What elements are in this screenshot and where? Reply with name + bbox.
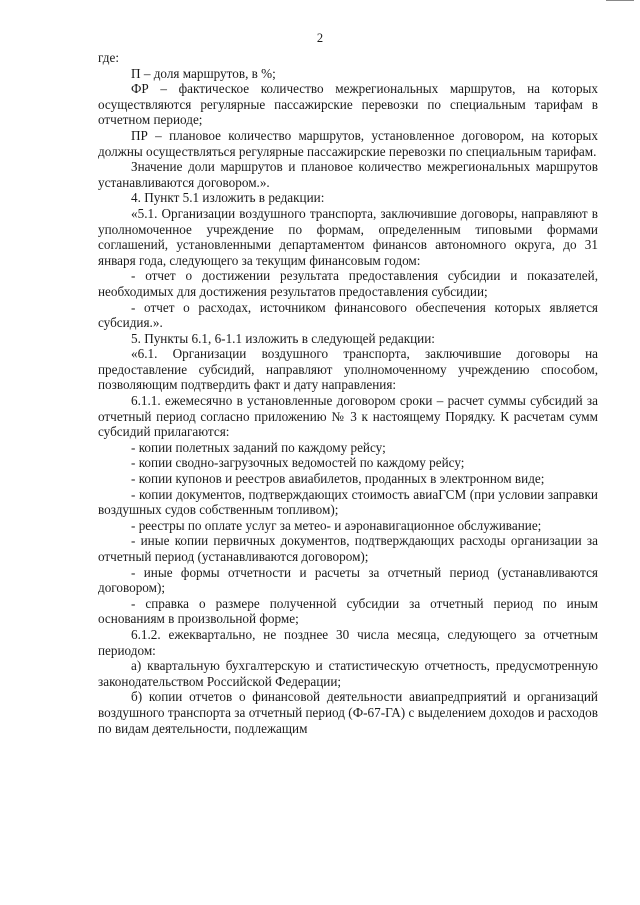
paragraph: - копии купонов и реестров авиабилетов, проданных в электронном виде; [131,471,545,487]
paragraph: б) копии отчетов о финансовой деятельности авиапредприятий и организаций воздушного транспорта за отчетный период (Ф-67-ГА) с выделением доходов и расходов по видам деятельности, подлежащим [98,689,598,736]
paragraph: «5.1. Организации воздушного транспорта, заключившие договоры, направляют в уполномоченное учреждение по формам, определенным типовыми формами соглашений, установленными департаментом финансов автономного округа, до 31 января года, следующего за текущим финансовым годом: [98,205,598,268]
paragraph: «6.1. Организации воздушного транспорта, заключившие договоры на предоставление субсидий, направляют уполномоченному учреждению способом, позволяющим подтвердить факт и дату направления: [98,346,598,393]
paragraph: - копии документов, подтверждающих стоимость авиаГСМ (при условии заправки воздушных судов собственным топливом); [98,486,598,518]
paragraph: - иные копии первичных документов, подтверждающих расходы организации за отчетный период (устанавливаются договором); [98,533,598,564]
paragraph: - реестры по оплате услуг за метео- и аэронавигационное обслуживание; [131,517,542,533]
paragraph: а) квартальную бухгалтерскую и статистическую отчетность, предусмотренную законодательством Российской Федерации; [98,658,598,689]
paragraph: где: [98,50,119,65]
paragraph: - копии полетных заданий по каждому рейсу; [131,439,386,455]
paragraph: 4. Пункт 5.1 изложить в редакции: [131,190,325,206]
paragraph: 5. Пункты 6.1, 6-1.1 изложить в следующей редакции: [131,330,435,346]
paragraph: П – доля маршрутов, в %; [131,65,276,81]
paragraph: 6.1.1. ежемесячно в установленные договором сроки – расчет суммы субсидий за отчетный период согласно приложению № 3 к настоящему Порядку. К расчетам сумм субсидий прилагаются: [98,393,598,440]
paragraph: - иные формы отчетности и расчеты за отчетный период (устанавливаются договором); [98,564,598,596]
paragraph: - отчет о расходах, источником финансового обеспечения которых является субсидия.». [98,299,598,331]
paragraph: - копии сводно-загрузочных ведомостей по каждому рейсу; [131,455,465,471]
page-number: 2 [316,31,324,45]
paragraph: - справка о размере полученной субсидии за отчетный период по иным основаниям в произвольной форме; [98,595,598,627]
paragraph: ФР – фактическое количество межрегиональных маршрутов, на которых осуществляются регулярные пассажирские перевозки по специальным тарифам в отчетном периоде; [98,81,598,128]
corner-scan-mark [606,0,634,1]
document-body [98,50,598,736]
paragraph: ПР – плановое количество маршрутов, установленное договором, на которых должны осуществляться регулярные пассажирские перевозки по специальным тарифам. [98,127,598,159]
paragraph: Значение доли маршрутов и плановое количество межрегиональных маршрутов устанавливаются договором.». [98,159,598,190]
paragraph: - отчет о достижении результата предоставления субсидии и показателей, необходимых для достижения результатов предоставления субсидии; [98,268,598,299]
paragraph: 6.1.2. ежеквартально, не позднее 30 числа месяца, следующего за отчетным периодом: [98,626,598,658]
